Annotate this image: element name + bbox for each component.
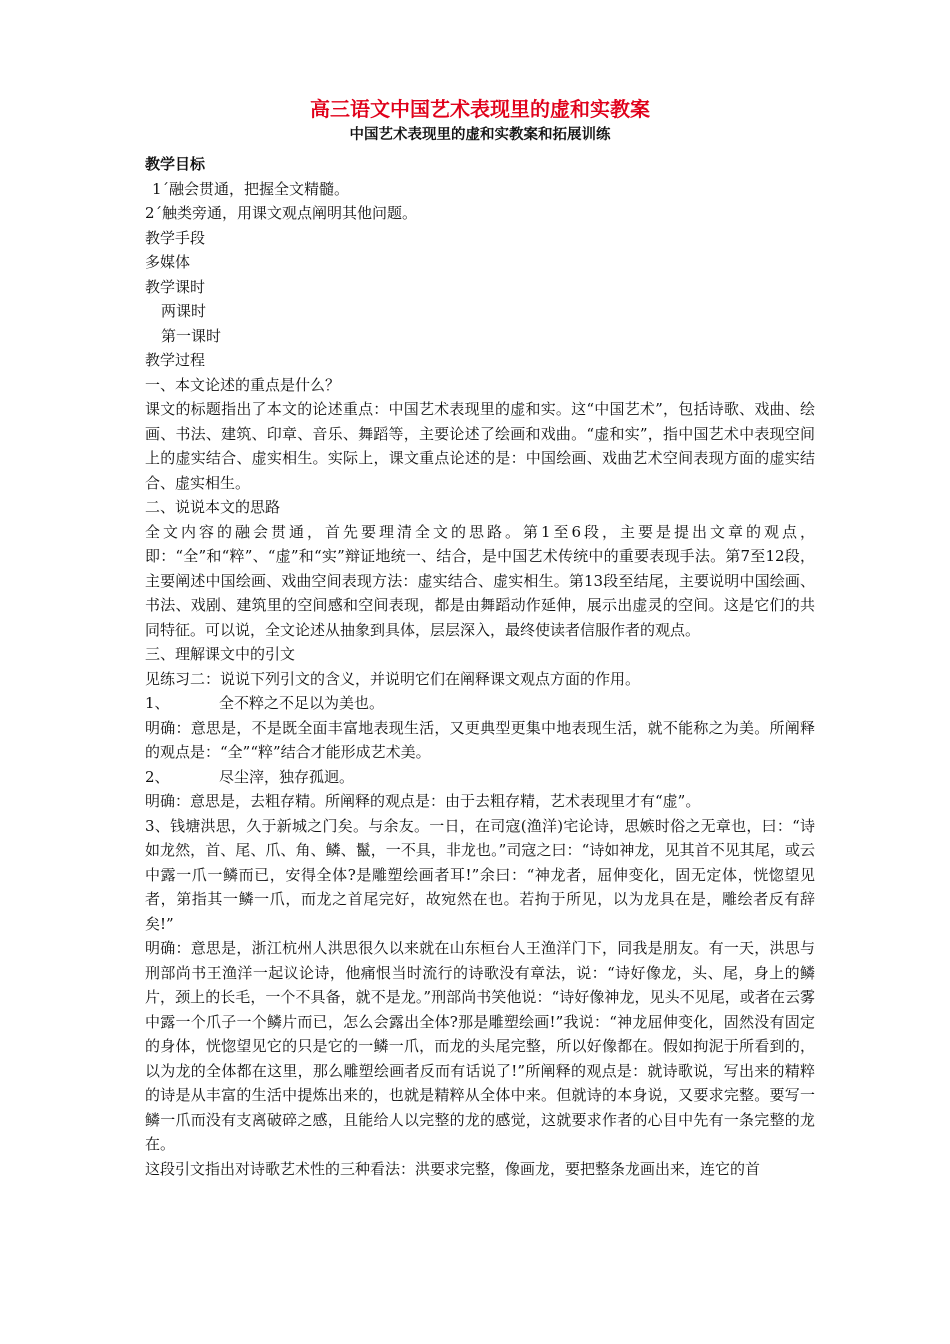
question-3: 三、理解课文中的引文 [145, 645, 296, 663]
paragraph-1: 课文的标题指出了本文的论述重点：中国艺术表现里的虚和实。这“中国艺术”，包括诗歌、戏曲、绘画、书法、建筑、印章、音乐、舞蹈等，主要论述了绘画和戏曲。“虚和实”，指中国艺术中表现空间上的虚实结合、虚实相生。实际上，课文重点论述的是：中国绘画、戏曲艺术空间表现方面的虚实结合、虚实相生。 [145, 400, 815, 492]
quote-item-1-explanation: 明确：意思是，不是既全面丰富地表现生活，又更典型更集中地表现生活，就不能称之为美。所阐释的观点是：“全”“粹”结合才能形成艺术美。 [145, 718, 815, 761]
quote-item-3: 3、钱塘洪思，久于新城之门矣。与余友。一日，在司寇(渔洋)宅论诗，思嫉时俗之无章也，曰：“诗如龙然，首、尾、爪、角、鳞、鬣，一不具，非龙也。”司寇之曰：“诗如神龙，见其首不见其尾，或云中露一爪一鳞而已，安得全体?是雕塑绘画者耳!”余曰：“神龙者，屈伸变化，固无定体，恍惚望见者，第指其一鳞一爪，而龙之首尾完好，故宛然在也。若拘于所见，以为龙具在是，雕绘者反有辞矣!” [145, 816, 815, 933]
hours-text: 两课时 [161, 302, 207, 320]
question-2: 二、说说本文的思路 [145, 498, 281, 516]
quote-item-2-number: 2、 [145, 767, 170, 786]
quote-item-2 [145, 765, 815, 790]
question-1: 一、本文论述的重点是什么？ [145, 375, 341, 394]
closing-paragraph: 这段引文指出对诗歌艺术性的三种看法：洪要求完整，像画龙，要把整条龙画出来，连它的首 [145, 1159, 761, 1178]
document-subtitle: 中国艺术表现里的虚和实教案和拓展训练 [349, 126, 611, 143]
quote-item-2-text: 尽尘滓，独存孤迥。 [219, 767, 355, 786]
goals-heading: 教学目标 [145, 155, 206, 173]
paragraph-2: 全文内容的融会贯通，首先要理清全文的思路。第1至6段，主要是提出文章的观点，即：“全”和“粹”、“虚”和“实”辩证地统一、结合，是中国艺术传统中的重要表现手法。第7至12段，主要阐述中国绘画、戏曲空间表现方法：虚实结合、虚实相生。第13段至结尾，主要说明中国绘画、书法、戏剧、建筑里的空间感和空间表现，都是由舞蹈动作延伸，展示出虚灵的空间。这是它们的共同特征。可以说，全文论述从抽象到具体，层层深入，最终使读者信服作者的观点。 [145, 522, 815, 639]
means-heading: 教学手段 [145, 228, 206, 247]
quote-item-1 [145, 691, 815, 716]
process-heading: 教学过程 [145, 351, 206, 369]
goal-item-2: 2ˊ触类旁通，用课文观点阐明其他问题。 [145, 204, 418, 222]
hours-heading: 教学课时 [145, 277, 206, 296]
means-text: 多媒体 [145, 253, 191, 271]
quote-item-3-explanation: 明确：意思是，浙江杭州人洪思很久以来就在山东桓台人王渔洋门下，同我是朋友。有一天，洪思与刑部尚书王渔洋一起议论诗，他痛恨当时流行的诗歌没有章法，说：“诗好像龙，头、尾，身上的鳞片，颈上的长毛，一个不具备，就不是龙。”刑部尚书笑他说：“诗好像神龙，见头不见尾，或者在云雾中露一个爪子一个鳞片而已，怎么会露出全体?那是雕塑绘画!”我说：“神龙屈伸变化，固然没有固定的身体，恍惚望见它的只是它的一鳞一爪，而龙的头尾完整，所以好像都在。假如拘泥于所看到的，以为龙的全体都在这里，那么雕塑绘画者反而有话说了!”所阐释的观点是：就诗歌说，写出来的精粹的诗是从丰富的生活中提炼出来的，也就是精粹从全体中来。但就诗的本身说，又要求完整。要写一鳞一爪而没有支离破碎之感，且能给人以完整的龙的感觉，这就要求作者的心目中先有一条完整的龙在。 [145, 939, 815, 1153]
document-page [145, 96, 815, 1181]
goal-item-1: 1ˊ融会贯通，把握全文精髓。 [152, 179, 350, 198]
quote-item-1-number: 1、 [145, 694, 170, 712]
document-title: 高三语文中国艺术表现里的虚和实教案 [310, 97, 650, 121]
quote-item-1-text: 全不粹之不足以为美也。 [219, 694, 385, 712]
first-lesson: 第一课时 [161, 326, 222, 345]
quote-item-2-explanation: 明确：意思是，去粗存精。所阐释的观点是：由于去粗存精，艺术表现里才有“虚”。 [145, 792, 701, 810]
exercise-text: 见练习二：说说下列引文的含义，并说明它们在阐释课文观点方面的作用。 [145, 669, 641, 688]
